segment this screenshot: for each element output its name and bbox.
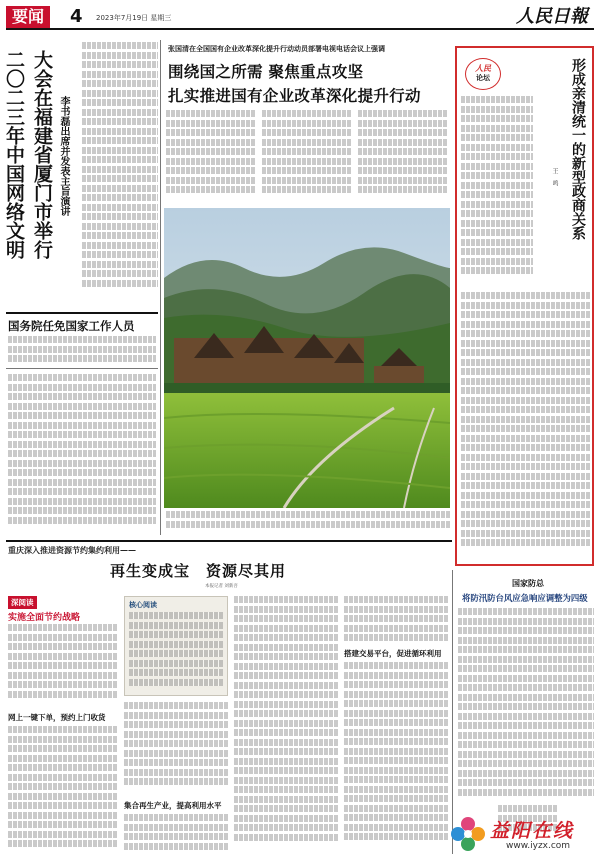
commentary-headline: 形成亲清统一的新型政商关系 — [570, 58, 586, 240]
feature-kicker: 重庆深入推进资源节约集约利用—— — [8, 545, 136, 555]
flood-headline: 将防汛防台风应急响应调整为四级 — [462, 593, 588, 603]
badge-line2: 论坛 — [476, 73, 490, 82]
commentary-author: 王 鸣 — [551, 168, 558, 186]
state-council-headline: 国务院任免国家工作人员 — [8, 319, 135, 333]
column-rule — [452, 570, 453, 854]
flower-logo-icon — [448, 814, 488, 854]
feature-byline: 本报记者 刘新吾 — [205, 584, 238, 589]
section-label: 要闻 — [6, 6, 50, 28]
feature-col3 — [234, 596, 338, 854]
page-number: 4 — [70, 6, 83, 27]
commentary-box — [455, 46, 594, 566]
feature-col4-b — [344, 662, 448, 854]
page-divider — [6, 540, 452, 542]
center-headline-line1: 围绕国之所需 聚焦重点攻坚 — [168, 62, 364, 81]
center-body-col3 — [358, 110, 448, 202]
divider — [6, 312, 158, 314]
center-headline-line2: 扎实推进国有企业改革深化提升行动 — [168, 86, 421, 105]
core-reading-text — [129, 612, 223, 692]
commentary-badge — [465, 58, 501, 90]
state-council-body — [8, 336, 156, 366]
feature-headline: 再生变成宝 资源尽其用 — [110, 562, 287, 580]
red-tag — [8, 596, 37, 609]
core-reading-box — [124, 596, 228, 696]
village-photo — [164, 208, 450, 508]
lead-subhead: 李书磊出席并发表主旨演讲 — [58, 96, 69, 216]
lead-body-text — [82, 42, 158, 304]
badge-line1: 人民 — [475, 63, 491, 73]
village-landscape-image — [164, 208, 450, 508]
section-sub2: 集合再生产业，提高利用水平 — [124, 801, 222, 810]
page-header — [6, 6, 594, 30]
lead-headline-part1: 二〇二三年中国网络文明 — [3, 50, 25, 259]
commentary-body-bottom — [461, 292, 590, 562]
site-watermark — [446, 814, 596, 856]
flood-body — [458, 608, 594, 808]
core-reading-title: 核心阅读 — [129, 600, 157, 609]
watermark-url: www.iyzx.com — [506, 841, 571, 851]
red-tag-label: 深阅读 — [11, 598, 34, 607]
lead-headline-part2: 大会在福建省厦门市举行 — [31, 50, 53, 259]
red-section-title: 实施全面节约战略 — [8, 613, 81, 623]
watermark-text: 益阳在线 — [490, 820, 575, 842]
feature-col2-b — [124, 814, 228, 854]
feature-col1-a — [8, 624, 118, 704]
section-sub1: 网上一键下单，预约上门收货 — [8, 713, 106, 722]
feature-col4-a — [344, 596, 448, 644]
column-rule — [160, 40, 161, 535]
issue-date: 2023年7月19日 星期三 — [96, 14, 172, 22]
feature-col2 — [124, 702, 228, 792]
section-sub3: 搭建交易平台，促进循环利用 — [344, 649, 442, 658]
center-kicker: 张国清在全国国有企业改革深化提升行动动员部署电视电话会议上强调 — [168, 44, 385, 53]
commentary-body-top — [461, 96, 533, 286]
masthead: 人民日報 — [516, 6, 588, 27]
photo-caption — [166, 511, 450, 529]
divider — [6, 368, 158, 369]
flood-kicker: 国家防总 — [512, 578, 544, 588]
feature-col1-b — [8, 726, 118, 854]
state-council-list — [8, 374, 156, 534]
center-body-col2 — [262, 110, 352, 202]
center-body-col1 — [166, 110, 256, 202]
